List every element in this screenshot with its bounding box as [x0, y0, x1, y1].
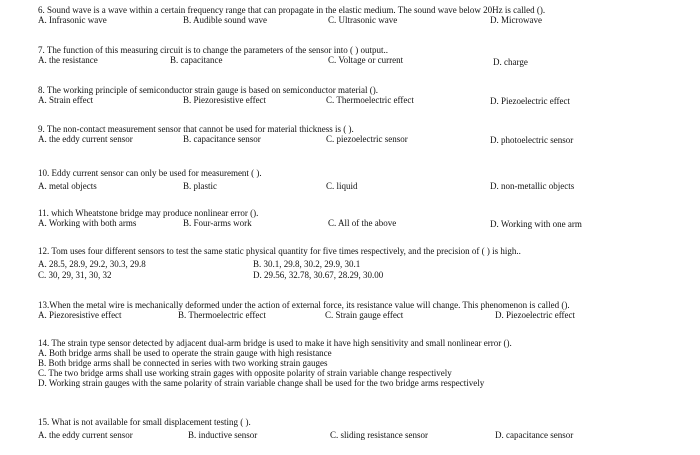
question-9-option-c: C. piezoelectric sensor	[326, 134, 408, 144]
question-7-option-a: A. the resistance	[38, 55, 98, 65]
question-11-stem: 11. which Wheatstone bridge may produce nonlinear error ().	[38, 208, 259, 218]
question-7-option-c: C. Voltage or current	[328, 55, 404, 65]
question-14-option-d: D. Working strain gauges with the same polarity of strain variable change shall be used for the two bridge arms respectively	[38, 378, 485, 388]
question-9-option-b: B. capacitance sensor	[183, 134, 261, 144]
question-15-option-d: D. capacitance sensor	[495, 430, 574, 440]
question-14-stem: 14. The strain type sensor detected by adjacent dual-arm bridge is used to make it have high sensitivity and small nonlinear error ().	[38, 338, 512, 348]
question-13-option-a: A. Piezoresistive effect	[38, 310, 122, 320]
question-6	[38, 5, 690, 25]
question-8-option-b: B. Piezoresistive effect	[183, 95, 267, 105]
question-14-option-c: C. The two bridge arms shall use working strain gages with opposite polarity of strain variable change respectively	[38, 368, 452, 378]
question-10-stem: 10. Eddy current sensor can only be used for measurement ( ).	[38, 168, 262, 178]
question-13-option-d: D. Piezoelectric effect	[495, 310, 576, 320]
question-7-option-d: D. charge	[493, 57, 528, 67]
question-13	[38, 300, 690, 320]
question-13-stem: 13.When the metal wire is mechanically deformed under the action of external force, its resistance value will change. This phenomenon is called ().	[38, 300, 570, 310]
question-8	[38, 85, 690, 105]
question-15-option-c: C. sliding resistance sensor	[330, 430, 428, 440]
question-9-option-a: A. the eddy current sensor	[38, 134, 133, 144]
question-7-stem: 7. The function of this measuring circuit is to change the parameters of the sensor into ( ) output..	[38, 45, 388, 55]
question-8-option-c: C. Thermoelectric effect	[326, 95, 414, 105]
question-10-option-d: D. non-metallic objects	[490, 181, 575, 191]
question-14-option-b: B. Both bridge arms shall be connected in series with two working strain gauges	[38, 358, 328, 368]
question-11-option-b: B. Four-arms work	[183, 218, 252, 228]
question-7-option-b: B. capacitance	[170, 55, 223, 65]
question-12-option-b: B. 30.1, 29.8, 30.2, 29.9, 30.1	[253, 259, 361, 269]
question-6-stem: 6. Sound wave is a wave within a certain frequency range that can propagate in the elastic medium. The sound wave below 20Hz is called ().	[38, 5, 546, 15]
question-10-option-b: B. plastic	[183, 181, 217, 191]
question-12-stem: 12. Tom uses four different sensors to test the same static physical quantity for five times respectively, and the precision of ( ) is high..	[38, 246, 521, 256]
question-10	[38, 168, 690, 191]
question-8-option-a: A. Strain effect	[38, 95, 94, 105]
question-11-option-d: D. Working with one arm	[490, 219, 582, 229]
question-10-option-a: A. metal objects	[38, 181, 97, 191]
question-9-option-d: D. photoelectric sensor	[490, 135, 574, 145]
question-9	[38, 124, 690, 144]
question-10-option-c: C. liquid	[326, 181, 358, 191]
question-15-stem: 15. What is not available for small displacement testing ( ).	[38, 417, 251, 427]
question-9-stem: 9. The non-contact measurement sensor that cannot be used for material thickness is ( ).	[38, 124, 354, 134]
question-7	[38, 45, 690, 65]
question-6-option-c: C. Ultrasonic wave	[328, 15, 398, 25]
question-6-option-b: B. Audible sound wave	[183, 15, 267, 25]
question-15-option-b: B. inductive sensor	[188, 430, 258, 440]
question-8-stem: 8. The working principle of semiconductor strain gauge is based on semiconductor material ().	[38, 85, 378, 95]
question-12-option-c: C. 30, 29, 31, 30, 32	[38, 270, 112, 280]
question-15	[38, 417, 690, 440]
question-12-option-a: A. 28.5, 28.9, 29.2, 30.3, 29.8	[38, 259, 146, 269]
question-6-option-d: D. Microwave	[490, 15, 542, 25]
question-12-option-d: D. 29.56, 32.78, 30.67, 28.29, 30.00	[253, 270, 384, 280]
question-14	[38, 338, 690, 388]
question-13-option-b: B. Thermoelectric effect	[178, 310, 266, 320]
question-6-option-a: A. Infrasonic wave	[38, 15, 107, 25]
question-11-option-c: C. All of the above	[328, 218, 397, 228]
question-15-option-a: A. the eddy current sensor	[38, 430, 133, 440]
question-14-option-a: A. Both bridge arms shall be used to operate the strain gauge with high resistance	[38, 348, 332, 358]
question-13-option-c: C. Strain gauge effect	[325, 310, 404, 320]
question-11-option-a: A. Working with both arms	[38, 218, 137, 228]
question-11	[38, 208, 690, 228]
question-8-option-d: D. Piezoelectric effect	[490, 96, 571, 106]
question-12	[38, 246, 690, 280]
